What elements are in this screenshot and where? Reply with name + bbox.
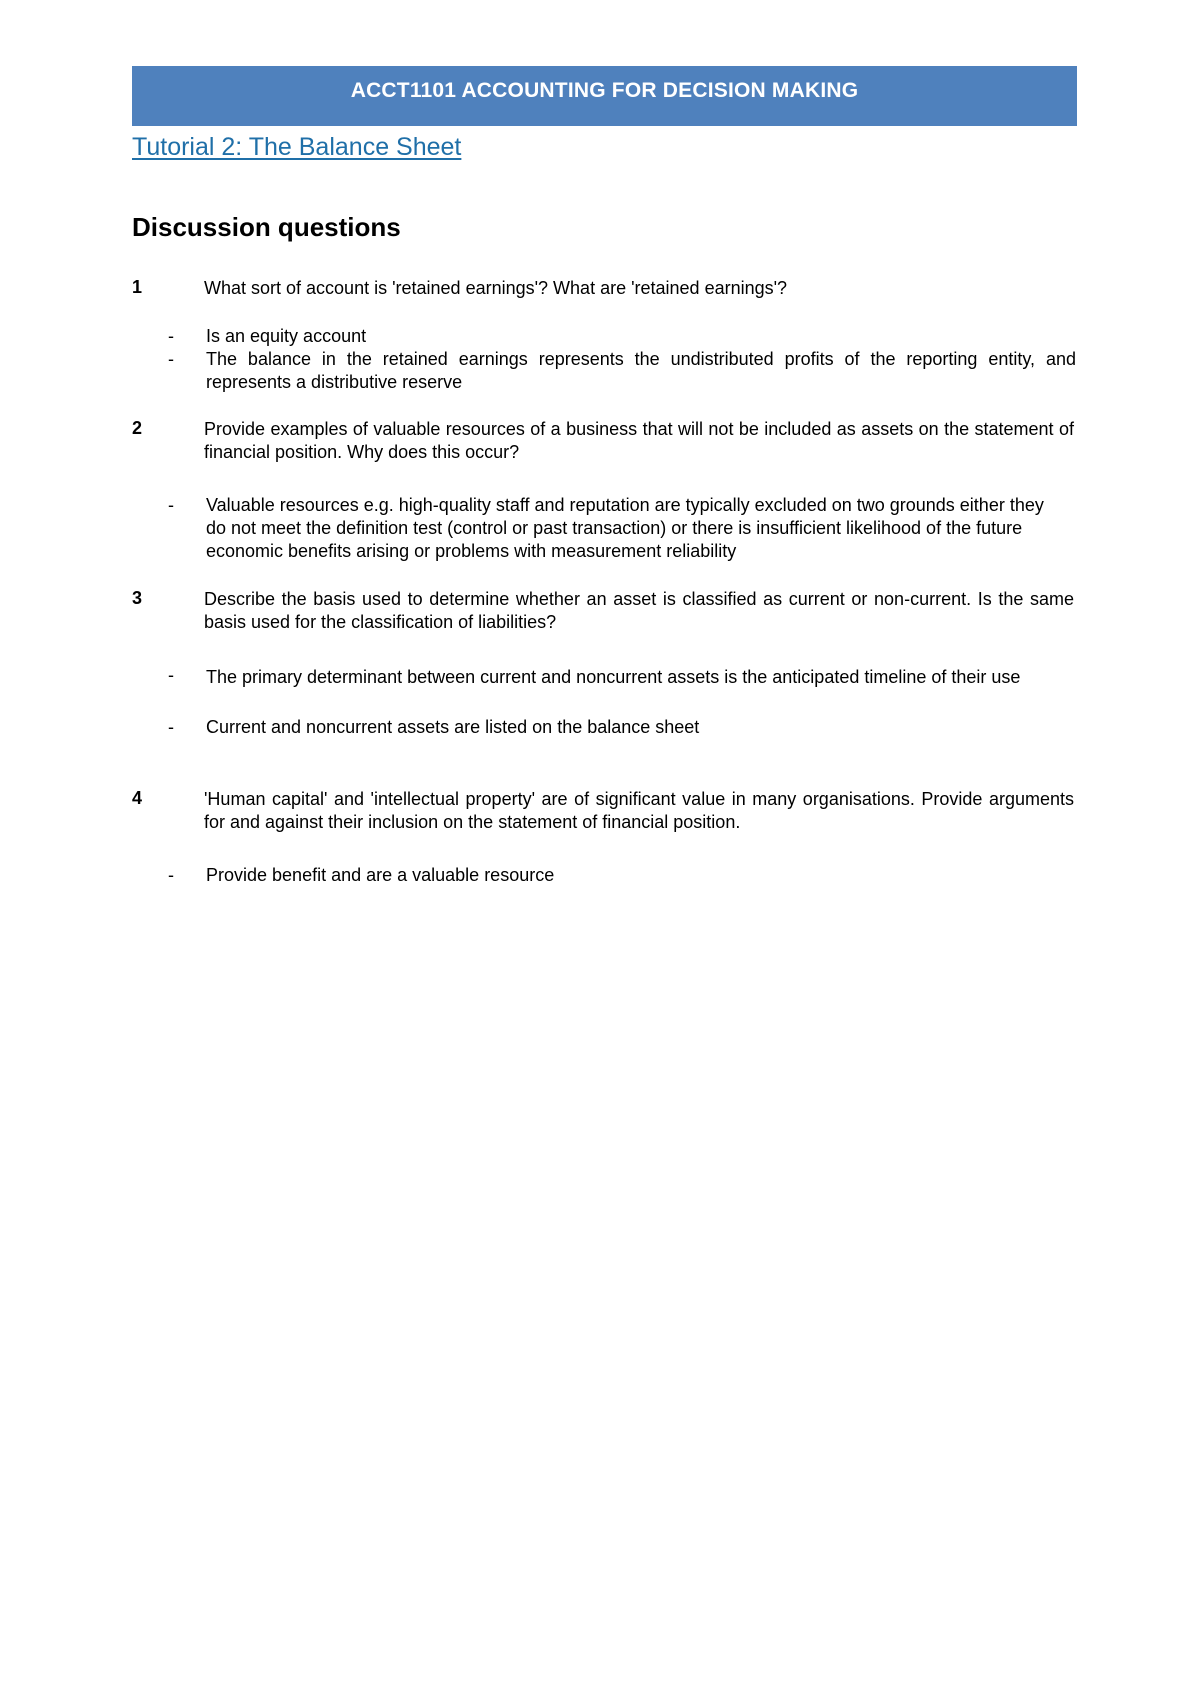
bullet-marker: - xyxy=(168,495,174,515)
question-text: Describe the basis used to determine whether an asset is classified as current or non-current. Is the same basis used for the classification of liabilities? xyxy=(204,589,1074,632)
answer-text: Is an equity account xyxy=(206,326,367,346)
question-text: Provide examples of valuable resources of a business that will not be included as assets on the statement of financial position. Why does this occur? xyxy=(204,419,1074,462)
question-number: 2 xyxy=(132,418,143,438)
tutorial-title: Tutorial 2: The Balance Sheet xyxy=(132,133,462,161)
question-number: 1 xyxy=(132,277,143,297)
answer-text: The primary determinant between current and noncurrent assets is the anticipated timeline of their use xyxy=(206,667,1021,687)
course-title: ACCT1101 ACCOUNTING FOR DECISION MAKING xyxy=(350,79,859,102)
bullet-marker: - xyxy=(168,349,174,369)
question-number: 4 xyxy=(132,788,143,808)
section-heading: Discussion questions xyxy=(132,212,401,242)
bullet-marker: - xyxy=(168,717,174,737)
bullet-marker: - xyxy=(168,865,174,885)
bullet-marker: - xyxy=(168,326,174,346)
question-text: 'Human capital' and 'intellectual property' are of significant value in many organisations. Provide arguments for and against their inclusion on the statement of financial position. xyxy=(204,789,1074,832)
question-number: 3 xyxy=(132,588,143,608)
answer-text: Provide benefit and are a valuable resource xyxy=(206,865,555,885)
course-title-banner xyxy=(132,66,1077,126)
question-text: What sort of account is 'retained earnings'? What are 'retained earnings'? xyxy=(204,278,788,298)
answer-text: Current and noncurrent assets are listed on the balance sheet xyxy=(206,717,700,737)
answer-text: Valuable resources e.g. high-quality staff and reputation are typically excluded on two grounds either they do not meet the definition test (control or past transaction) or there is insufficient likelihood of the future economic benefits arising or problems with measurement reliability xyxy=(206,495,1044,561)
bullet-marker: - xyxy=(168,665,174,685)
answer-text: The balance in the retained earnings represents the undistributed profits of the reporting entity, and represents a distributive reserve xyxy=(206,349,1076,392)
